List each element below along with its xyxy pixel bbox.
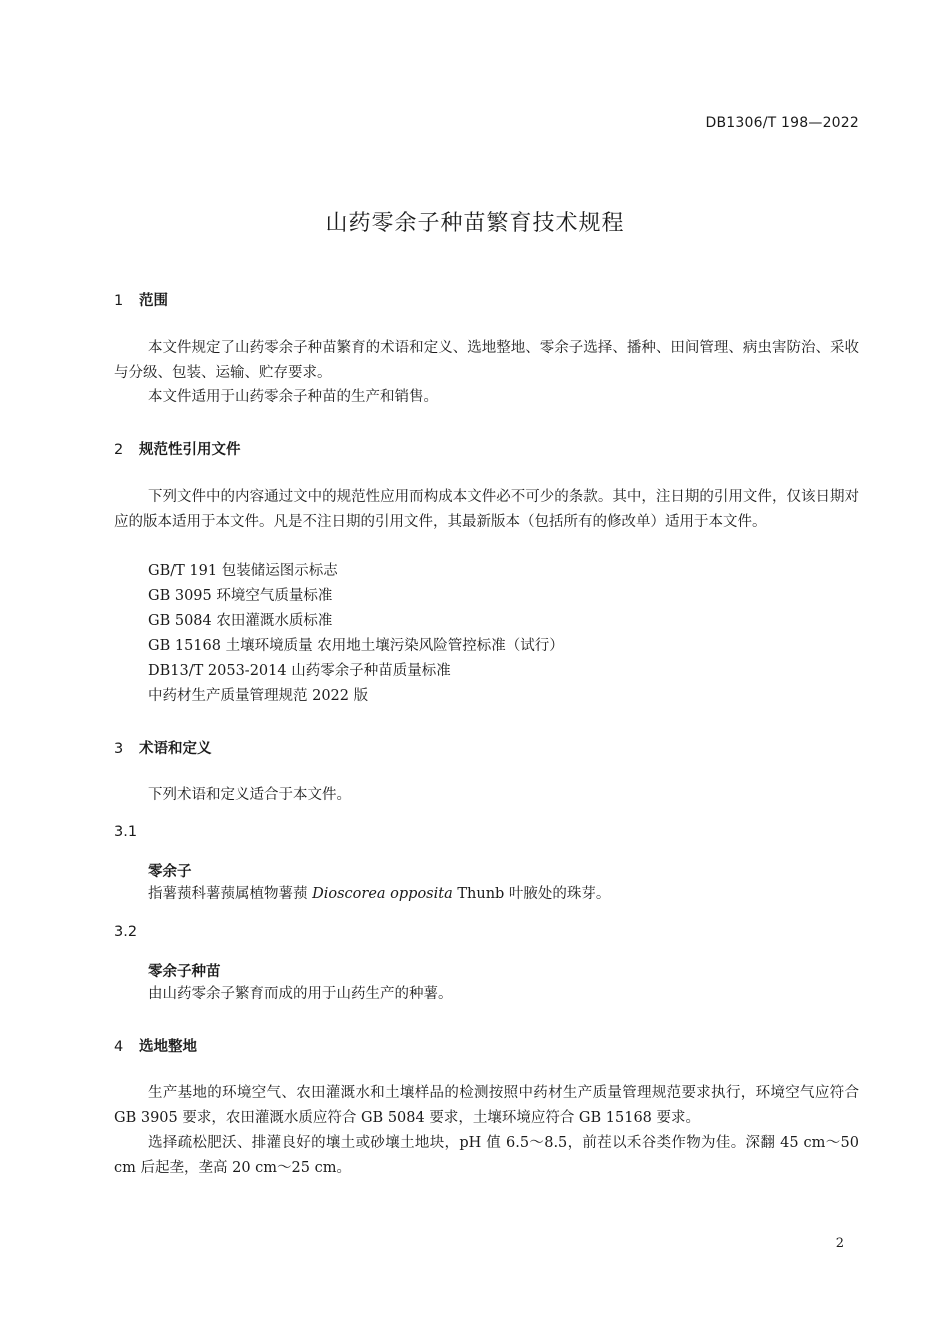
section-3-heading bbox=[114, 737, 212, 758]
term-3-2-number: 3.2 bbox=[114, 924, 138, 940]
term-3-1-number: 3.1 bbox=[114, 824, 138, 840]
section-title: 规范性引用文件 bbox=[139, 442, 241, 458]
term-3-1-definition bbox=[148, 882, 610, 907]
definition-text: 指薯蓣科薯蓣属植物薯蓣 bbox=[148, 886, 313, 902]
definition-text: Thunb 叶腋处的珠芽。 bbox=[452, 886, 611, 902]
reference-item: 中药材生产质量管理规范 2022 版 bbox=[148, 688, 369, 704]
reference-item: GB 3095 环境空气质量标准 bbox=[148, 588, 333, 604]
section-number: 2 bbox=[114, 442, 124, 458]
section-title: 术语和定义 bbox=[139, 741, 212, 757]
reference-item: DB13/T 2053-2014 山药零余子种苗质量标准 bbox=[148, 663, 451, 679]
document-title: 山药零余子种苗繁育技术规程 bbox=[325, 211, 625, 236]
document-code: DB1306/T 198—2022 bbox=[705, 115, 859, 131]
reference-item: GB 5084 农田灌溉水质标准 bbox=[148, 613, 333, 629]
section-title: 选地整地 bbox=[139, 1039, 197, 1055]
terms-intro-paragraph: 下列术语和定义适合于本文件。 bbox=[148, 787, 351, 803]
term-3-1-title: 零余子 bbox=[148, 864, 192, 880]
site-selection-paragraph-2: 选择疏松肥沃、排灌良好的壤土或砂壤土地块，pH 值 6.5～8.5，前茬以禾谷类作物为佳。深翻 45 cm～50 cm 后起垄，垄高 20 cm～25 cm。 bbox=[114, 1135, 859, 1176]
references-intro-paragraph: 下列文件中的内容通过文中的规范性应用而构成本文件必不可少的条款。其中，注日期的引用文件，仅该日期对应的版本适用于本文件。凡是不注日期的引用文件，其最新版本（包括所有的修改单）适用于本文件。 bbox=[114, 489, 859, 530]
section-number: 1 bbox=[114, 293, 124, 309]
reference-item: GB/T 191 包装储运图示标志 bbox=[148, 563, 338, 579]
scope-paragraph-1: 本文件规定了山药零余子种苗繁育的术语和定义、选地整地、零余子选择、播种、田间管理、病虫害防治、采收与分级、包装、运输、贮存要求。 bbox=[114, 340, 859, 381]
section-title: 范围 bbox=[139, 293, 168, 309]
section-number: 4 bbox=[114, 1039, 124, 1055]
section-2-heading bbox=[114, 438, 241, 459]
section-4-heading bbox=[114, 1035, 197, 1056]
page-number: 2 bbox=[835, 1236, 844, 1251]
term-3-2-title: 零余子种苗 bbox=[148, 964, 221, 980]
reference-item: GB 15168 土壤环境质量 农用地土壤污染风险管控标准（试行） bbox=[148, 638, 564, 654]
latin-name: Dioscorea opposita bbox=[312, 886, 453, 902]
section-number: 3 bbox=[114, 741, 124, 757]
site-selection-paragraph-1: 生产基地的环境空气、农田灌溉水和土壤样品的检测按照中药材生产质量管理规范要求执行，环境空气应符合 GB 3905 要求，农田灌溉水质应符合 GB 5084 要求，土壤环境应符合 GB 15168 要求。 bbox=[114, 1085, 859, 1126]
section-1-heading bbox=[114, 289, 168, 310]
scope-paragraph-2: 本文件适用于山药零余子种苗的生产和销售。 bbox=[148, 389, 438, 405]
term-3-2-definition: 由山药零余子繁育而成的用于山药生产的种薯。 bbox=[148, 986, 453, 1002]
